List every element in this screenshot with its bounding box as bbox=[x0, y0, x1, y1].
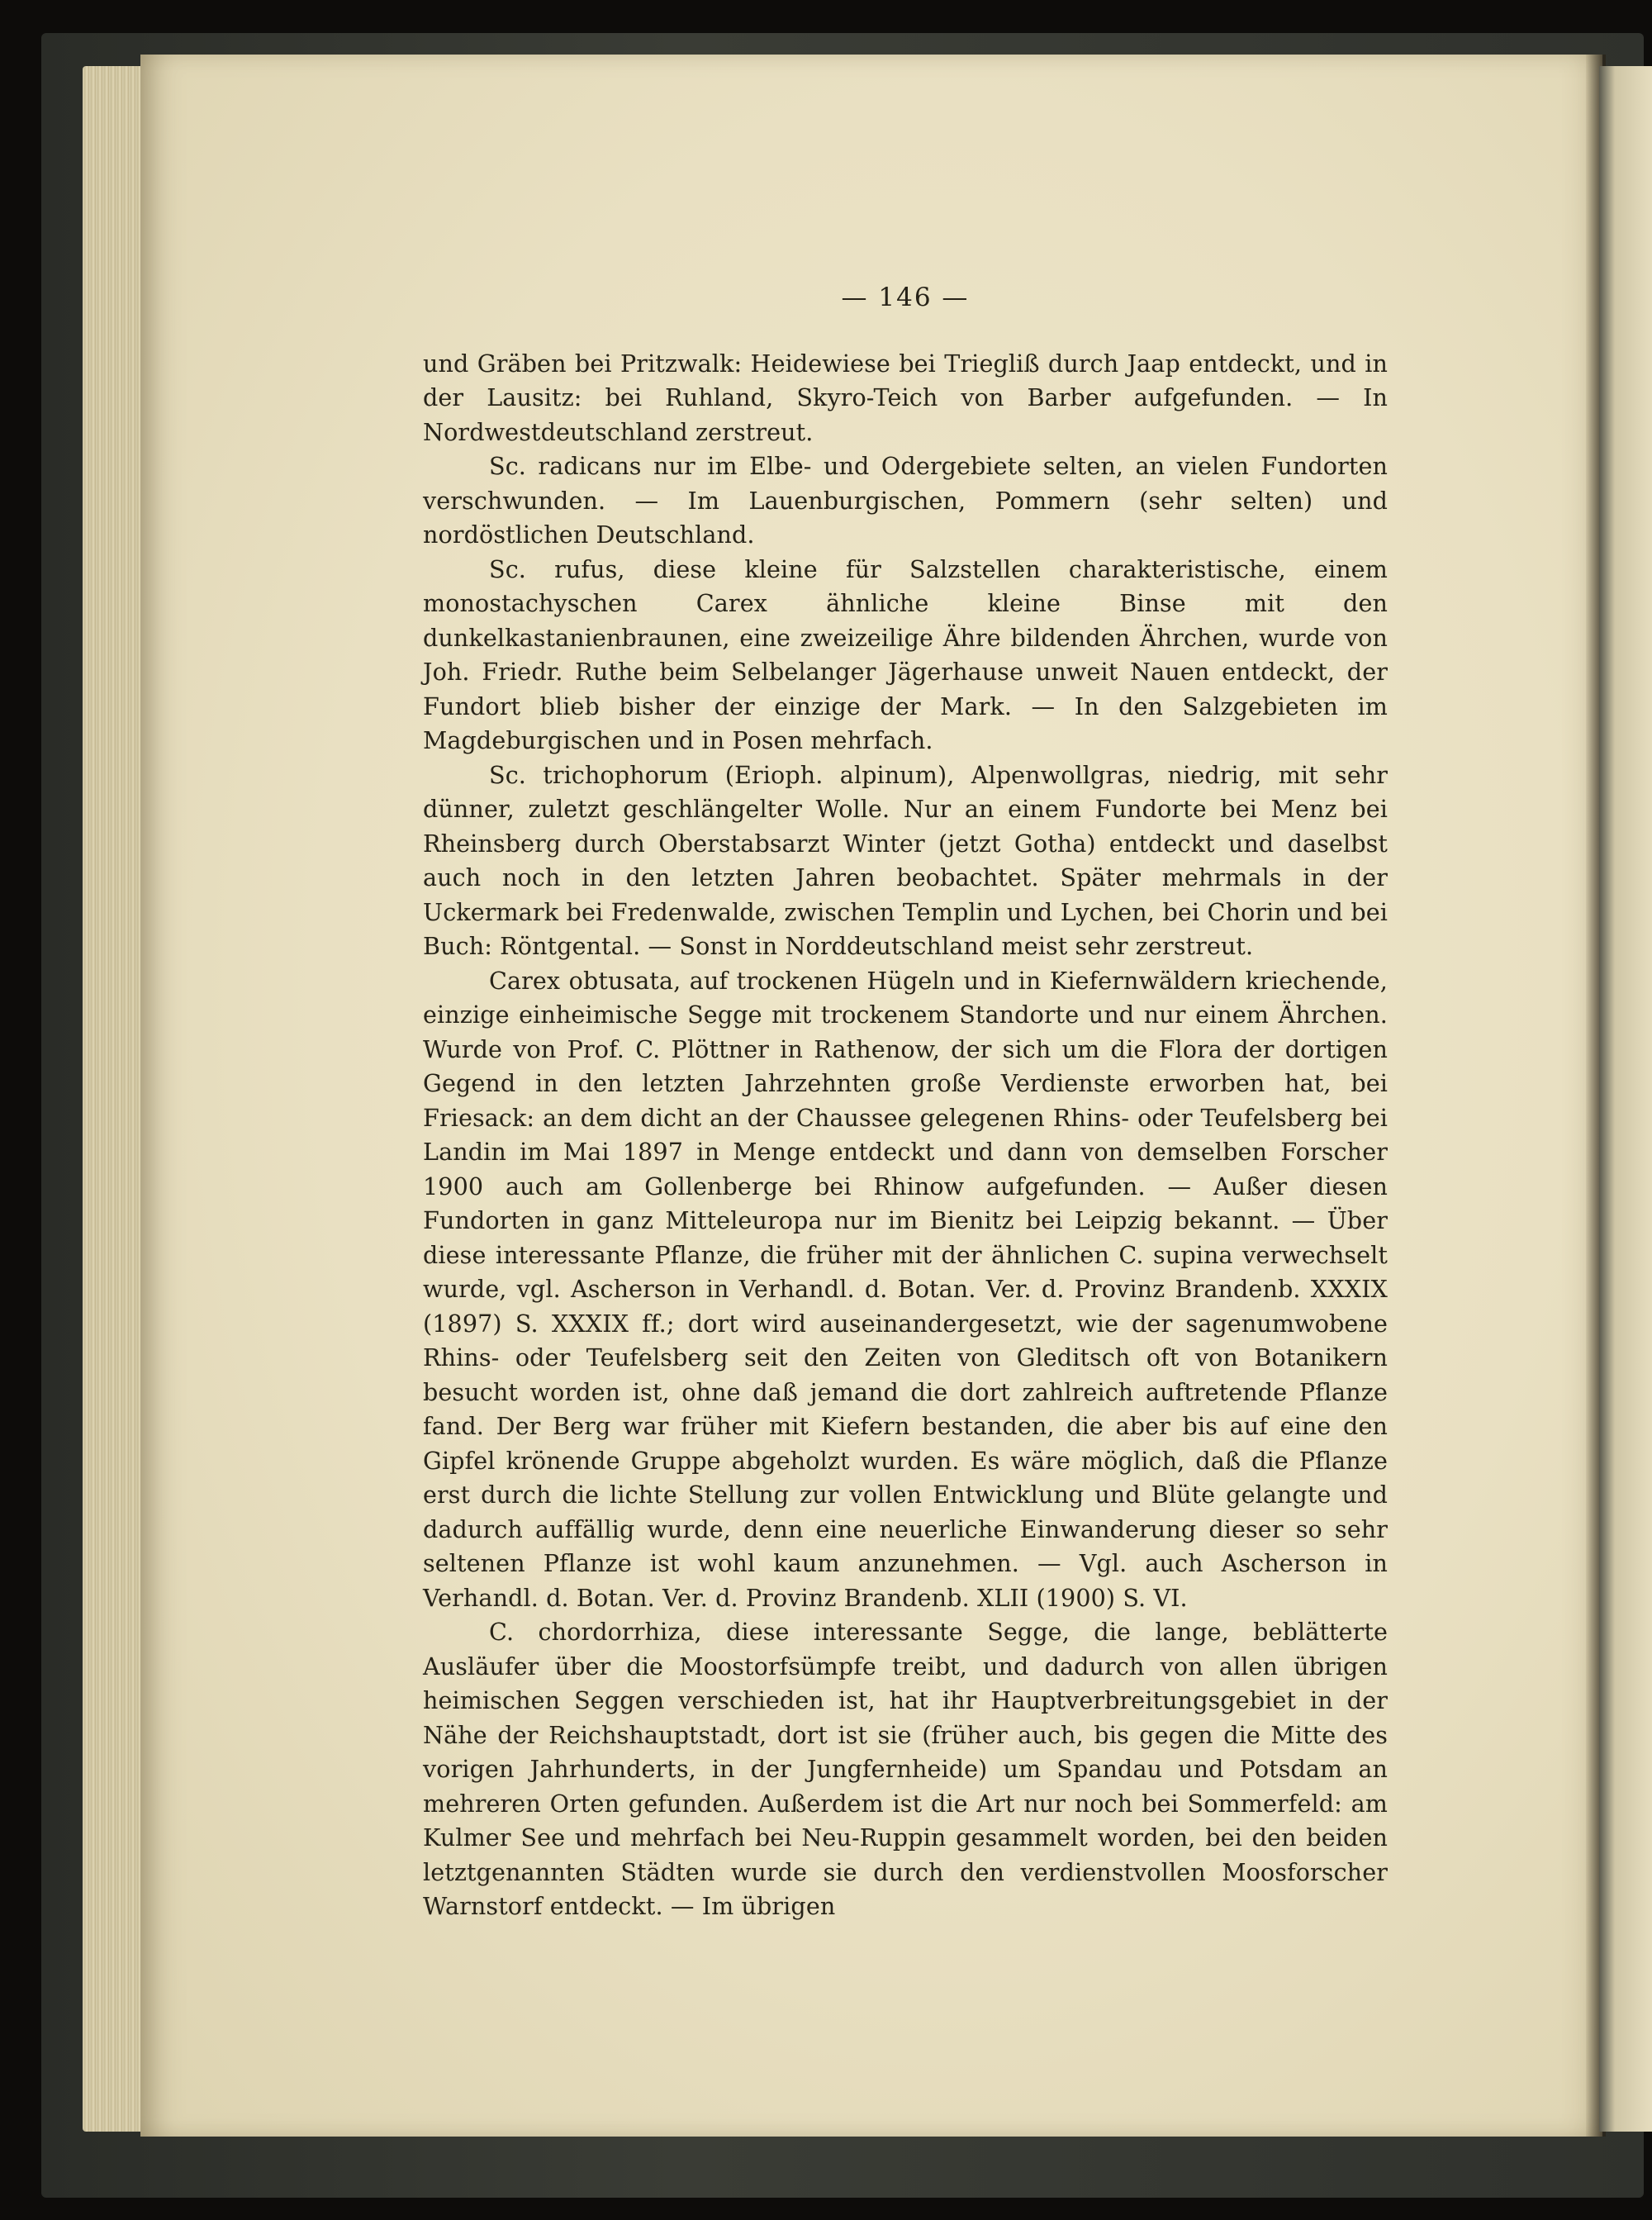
paragraph-3: Sc. rufus, diese kleine für Salzstellen charakteristische, einem monostachyschen Carex ähnliche kleine Binse mit den dunkelkastanienbraunen, eine zweizeilige Ähre bildenden Ährchen, wurde von Joh. Friedr. Ruthe beim Selbelanger Jägerhause unweit Nauen entdeckt, der Fundort blieb bisher der einzige der Mark. — In den Salzgebieten im Magdeburgischen und in Posen mehrfach. bbox=[423, 554, 1388, 754]
page-number: — 146 — bbox=[841, 283, 970, 312]
paragraph-6: C. chordorrhiza, diese interessante Segge, die lange, beblätterte Ausläufer über die Moostorfsümpfe treibt, und dadurch von allen übrigen heimischen Seggen verschieden ist, hat ihr Hauptverbreitungsgebiet in der Nähe der Reichshauptstadt, dort ist sie (früher auch, bis gegen die Mitte des vorigen Jahrhunderts, in der Jungfernheide) um Spandau und Potsdam an mehreren Orten gefunden. Außerdem ist die Art nur noch bei Sommerfeld: am Kulmer See und mehrfach bei Neu-Ruppin gesammelt worden, bei den beiden letztgenannten Städten wurde sie durch den verdienstvollen Moosforscher Warnstorf entdeckt. — Im übrigen bbox=[423, 1618, 1388, 1920]
page-text-block bbox=[423, 281, 1388, 1924]
paragraph-1: und Gräben bei Pritzwalk: Heidewiese bei Triegliß durch Jaap entdeckt, und in der Lausitz: bei Ruhland, Skyro-Teich von Barber aufgefunden. — In Nordwestdeutschland zerstreut. bbox=[423, 349, 1388, 446]
paragraph-5: Carex obtusata, auf trockenen Hügeln und in Kiefernwäldern kriechende, einzige einheimische Segge mit trockenem Standorte und nur einem Ährchen. Wurde von Prof. C. Plöttner in Rathenow, der sich um die Flora der dortigen Gegend in den letzten Jahrzehnten große Verdienste erworben hat, bei Friesack: an dem dicht an der Chaussee gelegenen Rhins- oder Teufelsberg bei Landin im Mai 1897 in Menge entdeckt und dann von demselben Forscher 1900 auch am Gollenberge bei Rhinow aufgefunden. — Außer diesen Fundorten in ganz Mitteleuropa nur im Bienitz bei Leipzig bekannt. — Über diese interessante Pflanze, die früher mit der ähnlichen C. supina verwechselt wurde, vgl. Ascherson in Verhandl. d. Botan. Ver. d. Provinz Brandenb. XXXIX (1897) S. XXXIX ff.; dort wird auseinandergesetzt, wie der sagenumwobene Rhins- oder Teufelsberg seit den Zeiten von Gleditsch oft von Botanikern besucht worden ist, ohne daß jemand die dort zahlreich auftretende Pflanze fand. Der Berg war früher mit Kiefern bestanden, die aber bis auf eine den Gipfel krönende Gruppe abgeholzt wurden. Es wäre möglich, daß die Pflanze erst durch die lichte Stellung zur vollen Entwicklung und Blüte gelangte und dadurch auffällig wurde, denn eine neuerliche Einwanderung dieser so sehr seltenen Pflanze ist wohl kaum anzunehmen. — Vgl. auch Ascherson in Verhandl. d. Botan. Ver. d. Provinz Brandenb. XLII (1900) S. VI. bbox=[423, 966, 1388, 1612]
facing-page-edge bbox=[1599, 66, 1652, 2132]
page-edges bbox=[83, 66, 147, 2132]
paragraph-4: Sc. trichophorum (Erioph. alpinum), Alpenwollgras, niedrig, mit sehr dünner, zuletzt geschlängelter Wolle. Nur an einem Fundorte bei Menz bei Rheinsberg durch Oberstabsarzt Winter (jetzt Gotha) entdeckt und daselbst auch noch in den letzten Jahren beobachtet. Später mehrmals in der Uckermark bei Fredenwalde, zwischen Templin und Lychen, bei Chorin und bei Buch: Röntgental. — Sonst in Norddeutschland meist sehr zerstreut. bbox=[423, 760, 1388, 960]
paragraph-2: Sc. radicans nur im Elbe- und Odergebiete selten, an vielen Fundorten verschwunden. — Im Lauenburgischen, Pommern (sehr selten) und nordöstlichen Deutschland. bbox=[423, 452, 1388, 549]
